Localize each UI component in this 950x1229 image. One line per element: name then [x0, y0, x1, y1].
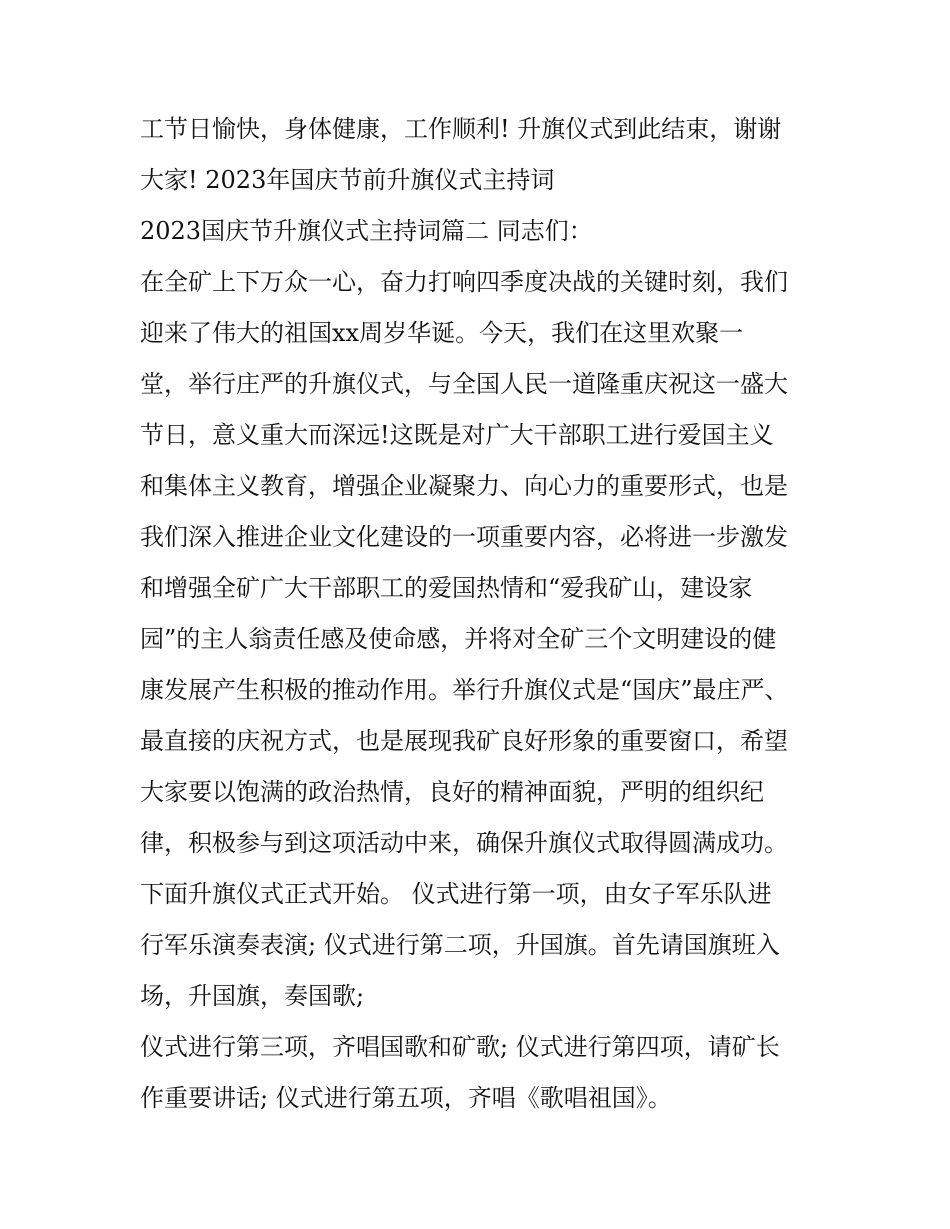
text-line: 康发展产生积极的推动作用。举行升旗仪式是“国庆”最庄严、	[140, 676, 789, 704]
text-line: 2023国庆节升旗仪式主持词篇二 同志们：	[140, 217, 593, 245]
text-line: 和增强全矿广大干部职工的爱国热情和“爱我矿山，建设家	[140, 574, 753, 602]
text-line: 和集体主义教育，增强企业凝聚力、向心力的重要形式，也是	[140, 472, 788, 500]
text-line: 下面升旗仪式正式开始。 仪式进行第一项，由女子军乐队进	[140, 880, 772, 908]
text-line: 园”的主人翁责任感及使命感，并将对全矿三个文明建设的健	[140, 625, 777, 653]
text-line: 迎来了伟大的祖国xx周岁华诞。今天，我们在这里欢聚一	[140, 319, 744, 347]
text-line: 我们深入推进企业文化建设的一项重要内容，必将进一步激发	[140, 523, 788, 551]
text-line: 最直接的庆祝方式，也是展现我矿良好形象的重要窗口，希望	[140, 727, 788, 755]
text-line: 律，积极参与到这项活动中来，确保升旗仪式取得圆满成功。	[140, 829, 788, 857]
text-line: 节日，意义重大而深远!这既是对广大干部职工进行爱国主义	[140, 421, 774, 449]
text-line: 在全矿上下万众一心，奋力打响四季度决战的关键时刻，我们	[140, 268, 788, 296]
text-line: 堂，举行庄严的升旗仪式，与全国人民一道隆重庆祝这一盛大	[140, 370, 788, 398]
text-line: 行军乐演奏表演; 仪式进行第二项，升国旗。首先请国旗班入	[140, 931, 780, 959]
text-line: 大家! 2023年国庆节前升旗仪式主持词	[140, 166, 555, 194]
text-line: 工节日愉快，身体健康，工作顺利! 升旗仪式到此结束，谢谢	[140, 115, 782, 143]
text-line: 大家要以饱满的政治热情，良好的精神面貌，严明的组织纪	[140, 778, 764, 806]
text-line: 仪式进行第三项，齐唱国歌和矿歌; 仪式进行第四项，请矿长	[140, 1033, 780, 1061]
text-line: 场，升国旗，奏国歌;	[140, 982, 365, 1010]
document-body	[140, 104, 820, 1124]
text-line: 作重要讲话; 仪式进行第五项，齐唱《歌唱祖国》。	[140, 1084, 672, 1112]
